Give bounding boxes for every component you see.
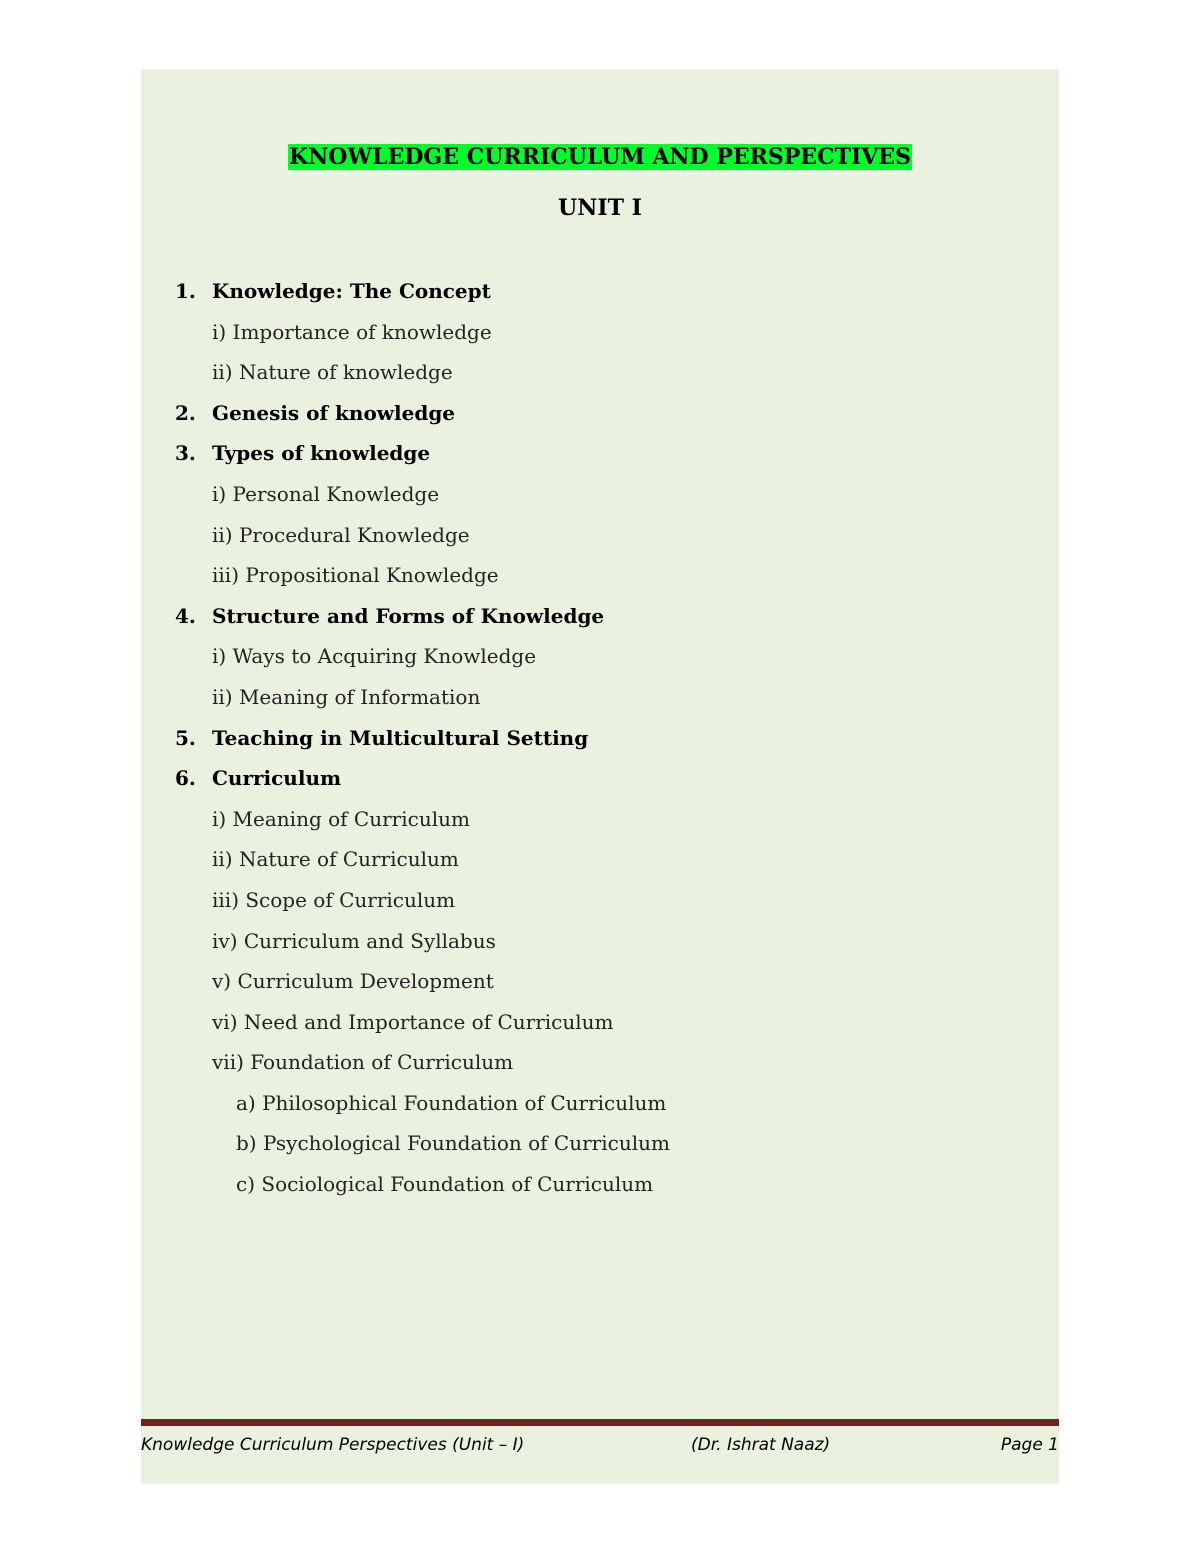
toc-entry-text: ii) Nature of Curriculum [212, 847, 459, 872]
toc-entry-text: iii) Propositional Knowledge [212, 563, 499, 588]
toc-entry-text: vii) Foundation of Curriculum [212, 1050, 514, 1075]
toc-entry-text: ii) Nature of knowledge [212, 360, 453, 385]
toc-subsection [141, 641, 1059, 682]
toc-entry-text: vi) Need and Importance of Curriculum [212, 1009, 614, 1034]
toc-entry-text: i) Ways to Acquiring Knowledge [212, 644, 537, 669]
toc-entry-text: ii) Procedural Knowledge [212, 522, 470, 547]
footer-page-number: Page 1 [1000, 1435, 1059, 1455]
toc-sub-subsection [141, 1128, 1059, 1169]
toc-section-heading [141, 601, 1059, 642]
toc-entry-text: b) Psychological Foundation of Curriculum [236, 1131, 670, 1156]
toc-entry-text: i) Personal Knowledge [212, 481, 440, 506]
toc-subsection [141, 885, 1059, 926]
toc-section-heading [141, 438, 1059, 479]
toc-entry-text: a) Philosophical Foundation of Curriculum [236, 1090, 667, 1115]
toc-entry-text: Teaching in Multicultural Setting [212, 725, 589, 750]
document-page [141, 69, 1059, 1484]
toc-subsection [141, 357, 1059, 398]
toc-entry-text: Types of knowledge [212, 441, 431, 466]
toc-entry-text: v) Curriculum Development [212, 969, 494, 994]
toc-entry-text: c) Sociological Foundation of Curriculum [236, 1172, 654, 1197]
toc-subsection [141, 966, 1059, 1007]
toc-section-number: 3. [175, 441, 196, 466]
toc-subsection [141, 682, 1059, 723]
toc-section-number: 2. [175, 400, 196, 425]
toc-section-heading [141, 276, 1059, 317]
toc-subsection [141, 520, 1059, 561]
toc-entry-text: ii) Meaning of Information [212, 684, 481, 709]
toc-subsection [141, 844, 1059, 885]
toc-section-heading [141, 723, 1059, 764]
toc-entry-text: i) Importance of knowledge [212, 319, 492, 344]
toc-subsection [141, 926, 1059, 967]
table-of-contents [141, 276, 1059, 1210]
toc-section-heading [141, 398, 1059, 439]
toc-subsection [141, 317, 1059, 358]
toc-entry-text: Curriculum [212, 766, 342, 791]
footer-author: (Dr. Ishrat Naaz) [691, 1435, 831, 1455]
toc-subsection [141, 1047, 1059, 1088]
toc-subsection [141, 804, 1059, 845]
toc-section-number: 5. [175, 725, 196, 750]
title-highlight: KNOWLEDGE CURRICULUM AND PERSPECTIVES [289, 144, 911, 170]
toc-entry-text: iii) Scope of Curriculum [212, 887, 456, 912]
toc-section-number: 6. [175, 766, 196, 791]
toc-section-number: 1. [175, 279, 196, 303]
footer-course-title: Knowledge Curriculum Perspectives (Unit – I) [141, 1435, 525, 1455]
toc-subsection [141, 560, 1059, 601]
toc-entry-text: iv) Curriculum and Syllabus [212, 928, 496, 953]
toc-entry-text: Knowledge: The Concept [212, 279, 491, 303]
document-title [141, 142, 1059, 172]
unit-heading: UNIT I [558, 195, 642, 221]
toc-section-heading [141, 763, 1059, 804]
toc-section-number: 4. [175, 603, 196, 628]
toc-sub-subsection [141, 1169, 1059, 1210]
toc-entry-text: i) Meaning of Curriculum [212, 806, 470, 831]
toc-subsection [141, 1007, 1059, 1048]
toc-entry-text: Genesis of knowledge [212, 400, 456, 425]
toc-sub-subsection [141, 1088, 1059, 1129]
page-footer [141, 1435, 1059, 1461]
toc-entry-text: Structure and Forms of Knowledge [212, 603, 605, 628]
footer-rule [141, 1419, 1059, 1426]
toc-subsection [141, 479, 1059, 520]
